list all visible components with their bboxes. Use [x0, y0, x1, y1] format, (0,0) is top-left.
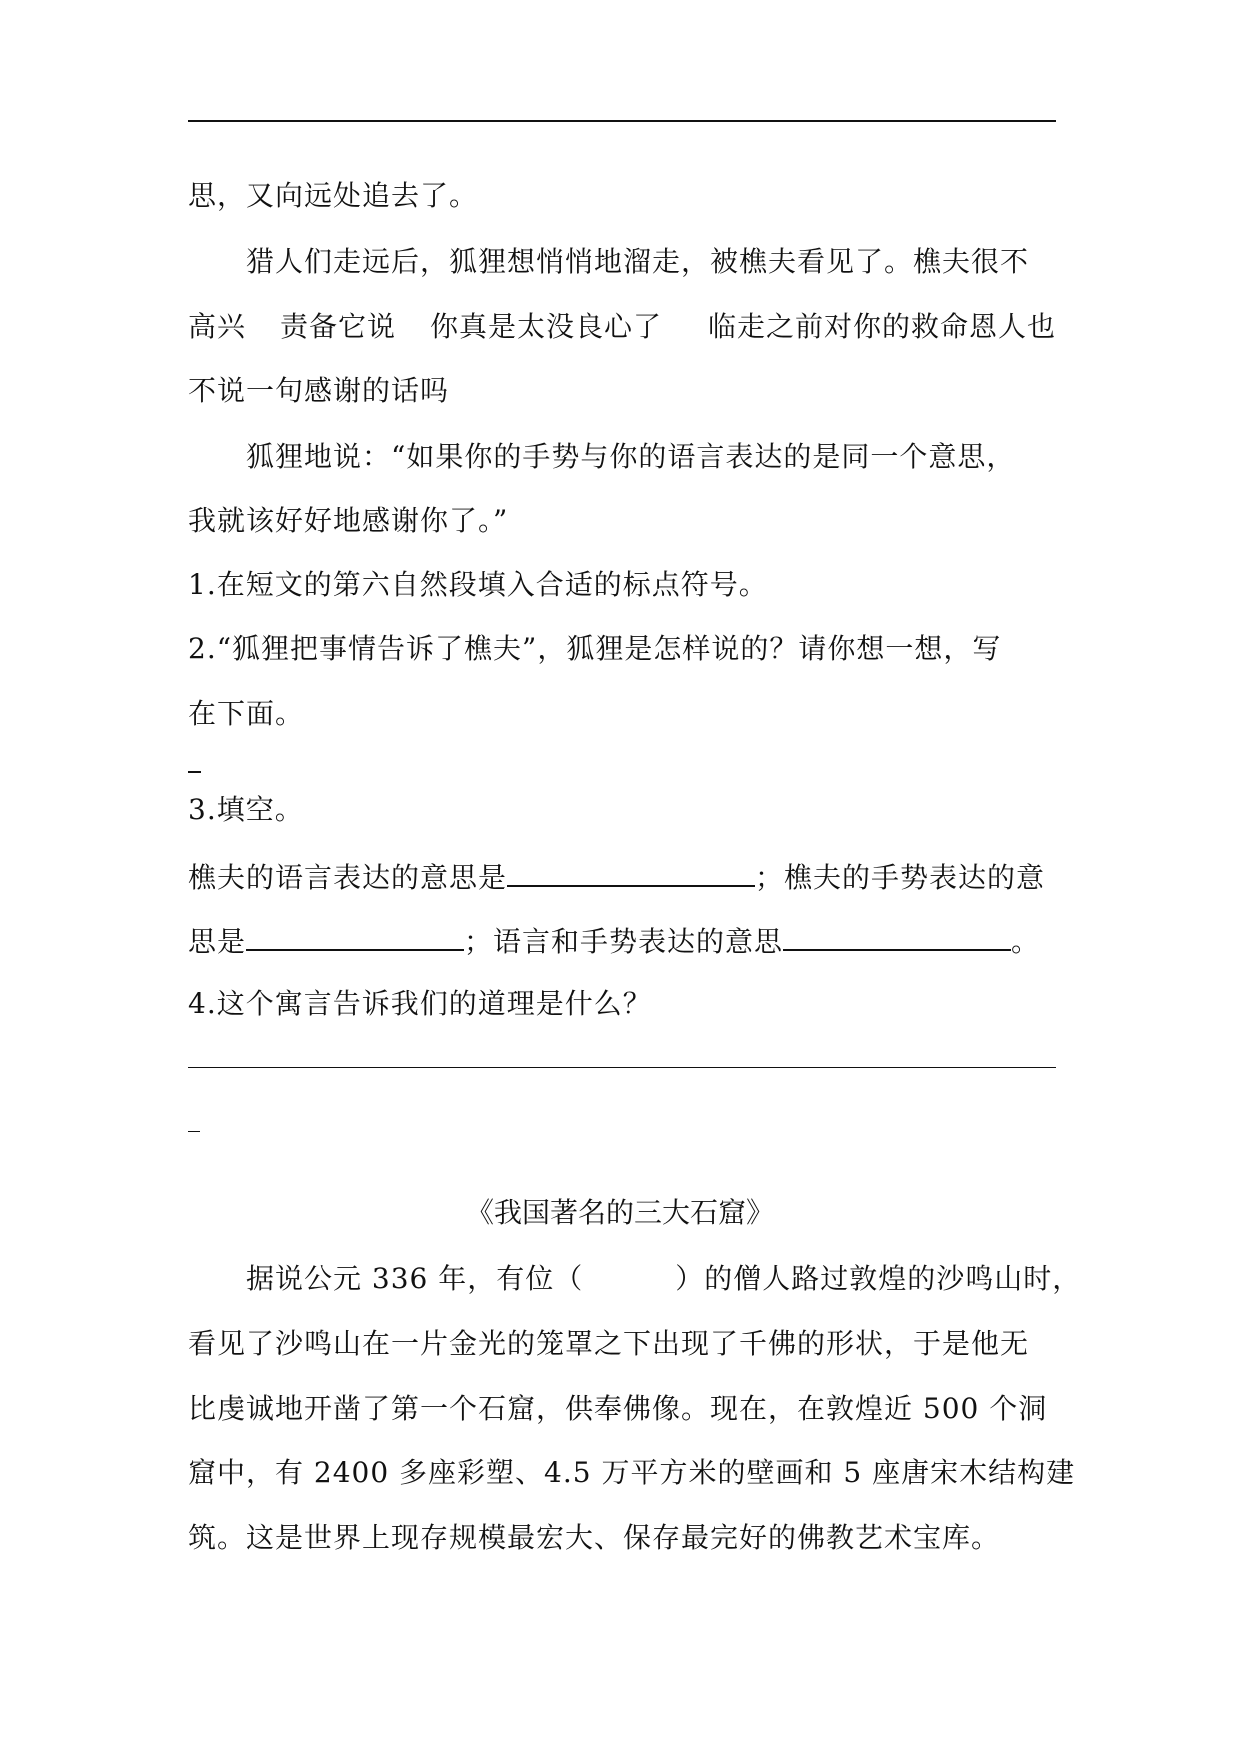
- fill-blank-gesture-meaning[interactable]: [246, 919, 464, 951]
- answer-dash[interactable]: [188, 1131, 200, 1132]
- passage-line: 比虔诚地开凿了第一个石窟，供奉佛像。现在，在敦煌近 500 个洞: [188, 1392, 1048, 1425]
- story-line: 不说一句感谢的话吗: [188, 374, 450, 407]
- fill-prompt: 思是: [188, 925, 247, 958]
- story-line: [188, 307, 1056, 347]
- passage-fragment: 据说公元 336 年，有位（: [246, 1262, 584, 1295]
- question-2: 2.“狐狸把事情告诉了樵夫”，狐狸是怎样说的？请你想一想，写: [188, 632, 1002, 665]
- story-fragment: 责备它说: [280, 310, 397, 343]
- passage-line: [246, 1259, 1081, 1299]
- fill-blank-comparison[interactable]: [783, 919, 1011, 951]
- fill-line: [188, 919, 1040, 962]
- fill-line: [188, 855, 1045, 898]
- question-2-cont: 在下面。: [188, 697, 305, 730]
- fill-prompt: ；语言和手势表达的意思: [464, 925, 784, 958]
- fill-prompt: 樵夫的语言表达的意思是: [188, 861, 508, 894]
- fill-prompt: 。: [1011, 925, 1041, 958]
- story-fragment: 临走之前对你的救命恩人也: [708, 310, 1057, 343]
- header-rule: [188, 120, 1056, 122]
- passage-line: 筑。这是世界上现存规模最宏大、保存最完好的佛教艺术宝库。: [188, 1521, 1001, 1554]
- passage-title: 《我国著名的三大石窟》: [465, 1196, 774, 1229]
- story-line: 狐狸地说：“如果你的手势与你的语言表达的是同一个意思，: [246, 440, 1016, 473]
- story-fragment: 你真是太没良心了: [430, 310, 663, 343]
- fill-blank-language-meaning[interactable]: [507, 855, 755, 887]
- story-line: 思，又向远处追去了。: [188, 179, 479, 212]
- fill-prompt: ；樵夫的手势表达的意: [755, 861, 1046, 894]
- answer-dash[interactable]: [188, 771, 201, 773]
- passage-line: 看见了沙鸣山在一片金光的笼罩之下出现了千佛的形状，于是他无: [188, 1327, 1030, 1360]
- story-line: 猎人们走远后，狐狸想悄悄地溜走，被樵夫看见了。樵夫很不: [246, 245, 1030, 278]
- question-3: 3.填空。: [188, 793, 304, 826]
- question-1: 1.在短文的第六自然段填入合适的标点符号。: [188, 568, 768, 601]
- passage-fragment: ）的僧人路过敦煌的沙鸣山时，: [675, 1262, 1082, 1295]
- question-4: 4.这个寓言告诉我们的道理是什么？: [188, 987, 652, 1020]
- story-line: 我就该好好地感谢你了。”: [188, 504, 509, 537]
- passage-line: 窟中，有 2400 多座彩塑、4.5 万平方米的壁画和 5 座唐宋木结构建: [188, 1456, 1076, 1489]
- answer-line[interactable]: [188, 1067, 1056, 1068]
- story-fragment: 高兴: [188, 310, 247, 343]
